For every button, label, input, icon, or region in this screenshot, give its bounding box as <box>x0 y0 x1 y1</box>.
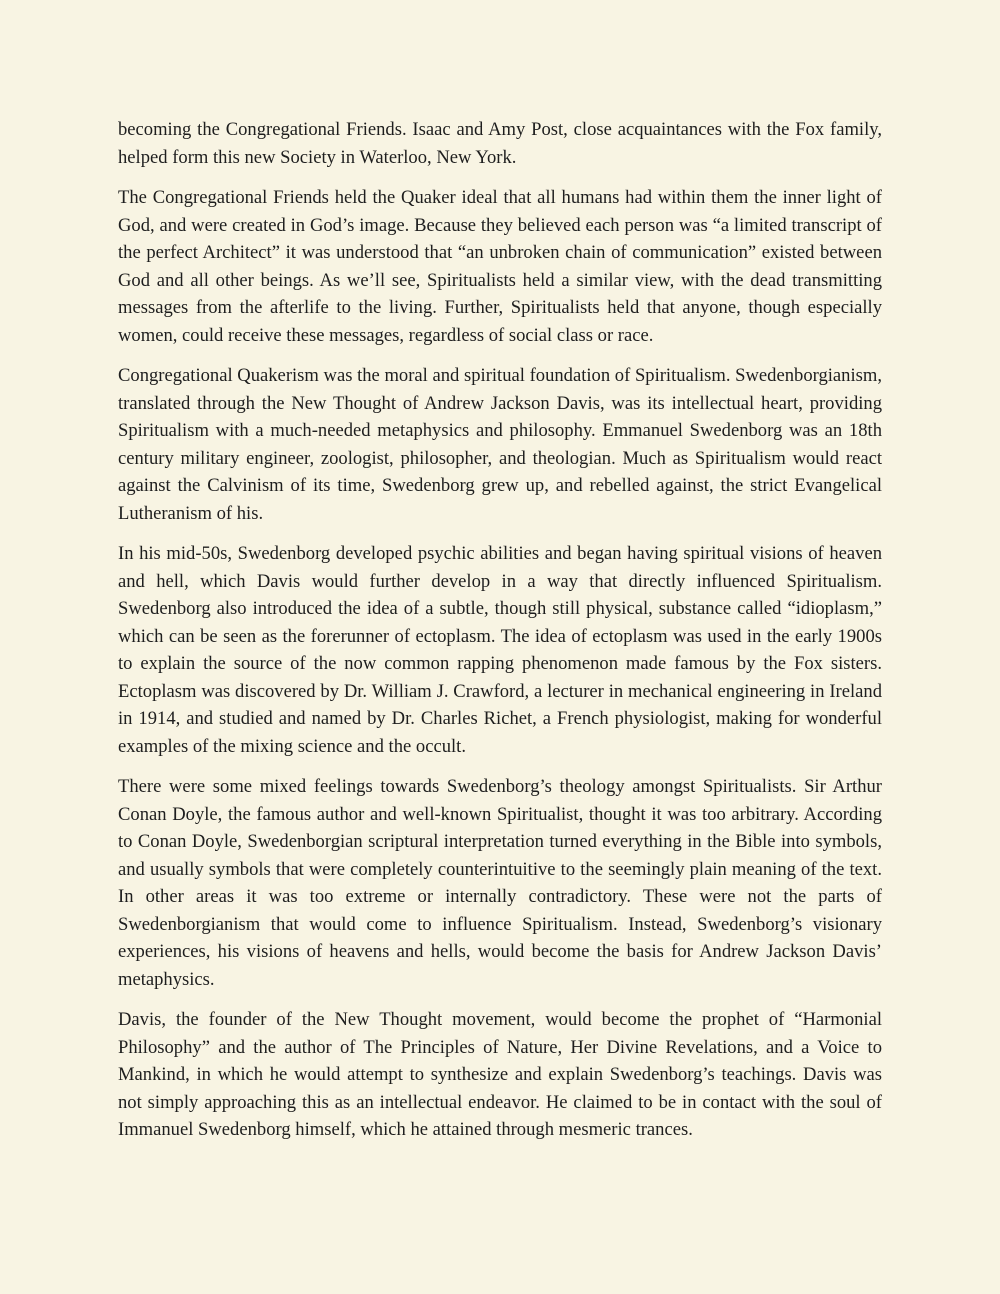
paragraph-2: The Congregational Friends held the Quaker ideal that all humans had within them the inner light of God, and were created in God’s image. Because they believed each person was “a limited transcript of the perfect Architect” it was understood that “an unbroken chain of communication” existed between God and all other beings. As we’ll see, Spiritualists held a similar view, with the dead transmitting messages from the afterlife to the living. Further, Spiritualists held that anyone, though especially women, could receive these messages, regardless of social class or race. <box>118 187 882 346</box>
paragraph-1: becoming the Congregational Friends. Isaac and Amy Post, close acquaintances with the Fox family, helped form this new Society in Waterloo, New York. <box>118 119 882 168</box>
paragraph-6: Davis, the founder of the New Thought movement, would become the prophet of “Harmonial Philosophy” and the author of The Principles of Nature, Her Divine Revelations, and a Voice to Mankind, in which he would attempt to synthesize and explain Swedenborg’s teachings. Davis was not simply approaching this as an intellectual endeavor. He claimed to be in contact with the soul of Immanuel Swedenborg himself, which he attained through mesmeric trances. <box>118 1009 882 1140</box>
paragraph-3: Congregational Quakerism was the moral and spiritual foundation of Spiritualism. Swedenborgianism, translated through the New Thought of Andrew Jackson Davis, was its intellectual heart, providing Spiritualism with a much-needed metaphysics and philosophy. Emmanuel Swedenborg was an 18th century military engineer, zoologist, philosopher, and theologian. Much as Spiritualism would react against the Calvinism of its time, Swedenborg grew up, and rebelled against, the strict Evangelical Lutheranism of his. <box>118 365 882 524</box>
paragraph-5: There were some mixed feelings towards Swedenborg’s theology amongst Spiritualists. Sir Arthur Conan Doyle, the famous author and well-known Spiritualist, thought it was too arbitrary. According to Conan Doyle, Swedenborgian scriptural interpretation turned everything in the Bible into symbols, and usually symbols that were completely counterintuitive to the seemingly plain meaning of the text. In other areas it was too extreme or internally contradictory. These were not the parts of Swedenborgianism that would come to influence Spiritualism. Instead, Swedenborg’s visionary experiences, his visions of heavens and hells, would become the basis for Andrew Jackson Davis’ metaphysics. <box>118 776 882 990</box>
paragraph-4: In his mid-50s, Swedenborg developed psychic abilities and began having spiritual visions of heaven and hell, which Davis would further develop in a way that directly influenced Spiritualism. Swedenborg also introduced the idea of a subtle, though still physical, substance called “idioplasm,” which can be seen as the forerunner of ectoplasm. The idea of ectoplasm was used in the early 1900s to explain the source of the now common rapping phenomenon made famous by the Fox sisters. Ectoplasm was discovered by Dr. William J. Crawford, a lecturer in mechanical engineering in Ireland in 1914, and studied and named by Dr. Charles Richet, a French physiologist, making for wonderful examples of the mixing science and the occult. <box>118 543 882 757</box>
document-page <box>118 116 882 1157</box>
